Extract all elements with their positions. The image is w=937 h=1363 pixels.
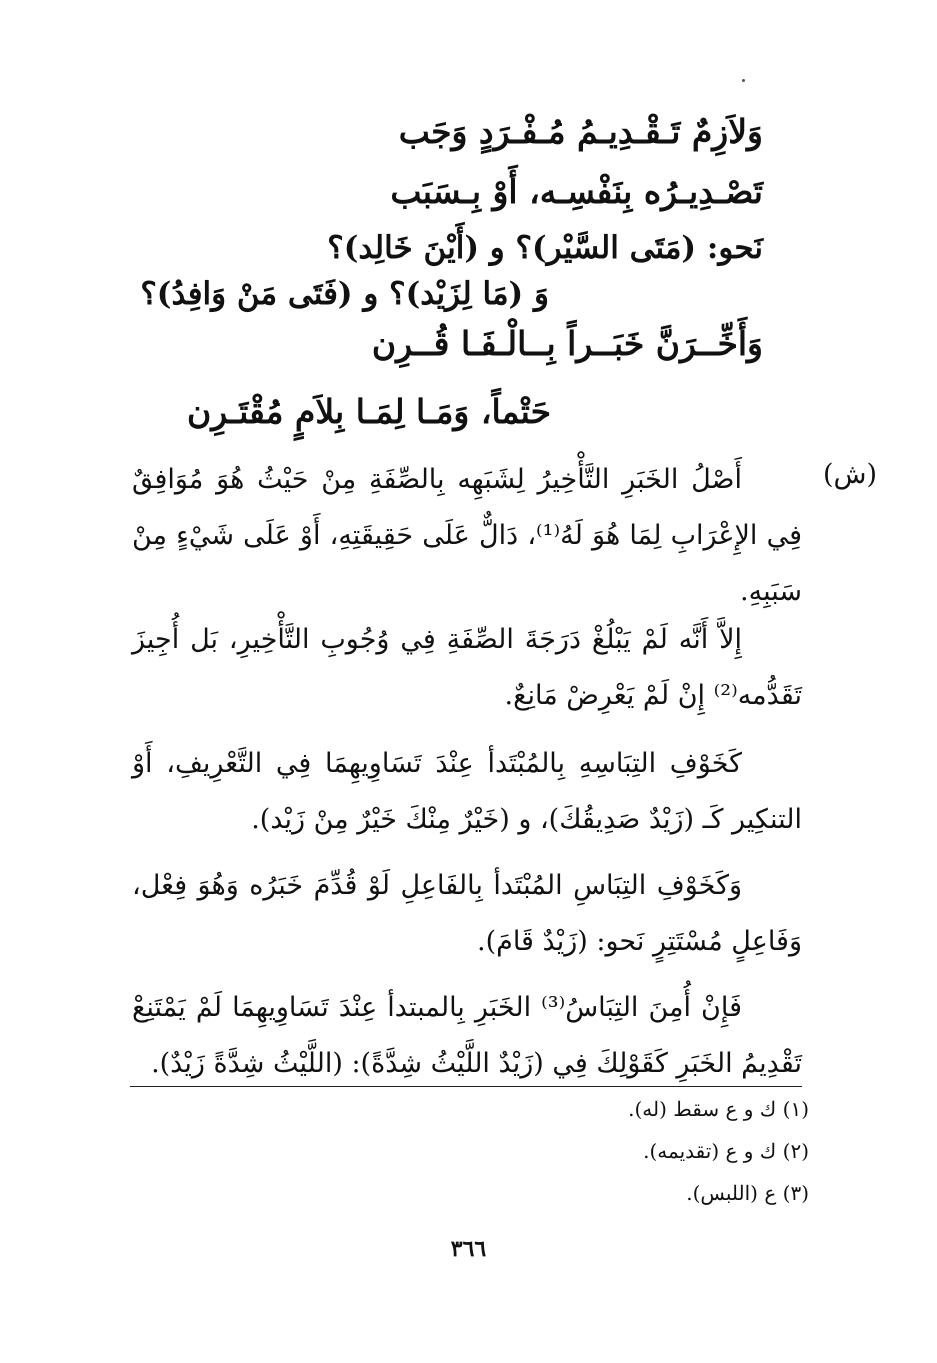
sharh-marker: (ش)	[822, 459, 877, 490]
commentary-paragraph-3-text: كَخَوْفِ التِبَاسِهِ بِالمُبْتَدأ عِنْدَ تَسَاوِيهِمَا فِي التَّعْرِيفِ، أَوْ التنكِير كَـ (زَيْدٌ صَدِيقُكَ)، و (خَيْرٌ مِنْكَ خَيْرٌ مِنْ زَيْد).	[132, 748, 802, 835]
scan-speck	[742, 79, 745, 82]
footnote-1: (١) ك و ع سقط (له).	[628, 1097, 809, 1121]
verse-line-3: نَحو: (مَتَى السَّيْر)؟ و (أَيْنَ خَالِد)؟	[327, 230, 763, 266]
commentary-paragraph-2	[132, 612, 802, 724]
page-number: ٣٦٦	[450, 1236, 487, 1262]
footnote-2: (٢) ك و ع (تقديمه).	[643, 1139, 809, 1163]
verse-line-6: حَتْماً، وَمَـا لِمَـا بِلاَمٍ مُقْتَـرِن	[186, 392, 551, 431]
commentary-paragraph-4	[132, 858, 802, 970]
verse-line-5: وَأَخِّــرَنَّ خَبَــراً بِــالْـفَـا قُــرِن	[371, 324, 763, 363]
commentary-paragraph-3	[132, 736, 802, 848]
footnote-divider	[130, 1086, 802, 1087]
commentary-paragraph-4-text: وَكَخَوْفِ التِبَاسِ المُبْتَدأ بِالفَاعِلِ لَوْ قُدِّمَ خَبَرُه وَهُوَ فِعْل، وَفَاعِلٍ مُسْتَتِرٍ نَحو: (زَيْدٌ قَامَ).	[132, 870, 802, 957]
verse-line-4: وَ (مَا لِزَيْد)؟ و (فَتَى مَنْ وَافِدُ)؟	[140, 276, 549, 312]
verse-line-2: تَصْـدِيـرُه بِنَفْسِـه، أَوْ بِـسَبَب	[390, 172, 763, 211]
commentary-paragraph-5-text: فَإِنْ أُمِنَ التِبَاسُ⁽³⁾ الخَبَرِ بِالمبتدأ عِنْدَ تَسَاوِيهِمَا لَمْ يَمْتَنِعْ تَقْدِيمُ الخَبَرِ كَقَوْلِكَ فِي (زَيْدٌ اللَّيْثُ شِدَّةً): (اللَّيْثُ شِدَّةً زَيْدٌ).	[132, 992, 802, 1079]
commentary-paragraph-2-text: إِلاَّ أَنَّه لَمْ يَبْلُغْ دَرَجَةَ الصِّفَةِ فِي وُجُوبِ التَّأْخِيرِ، بَل أُجِيزَ تَقَدُّمه⁽²⁾ إِنْ لَمْ يَعْرِضْ مَانِعٌ.	[132, 624, 802, 711]
commentary-paragraph-1-text: أَصْلُ الخَبَرِ التَّأْخِيرُ لِشَبَهِه بِالصِّفَةِ مِنْ حَيْثُ هُوَ مُوَافِقٌ فِي الإِعْرَابِ لِمَا هُوَ لَهُ⁽¹⁾، دَالٌّ عَلَى حَقِيقَتِهِ، أَوْ عَلَى شَيْءٍ مِنْ سَبَبِهِ.	[132, 464, 803, 607]
commentary-paragraph-5	[132, 980, 802, 1092]
commentary-paragraph-1	[132, 452, 802, 620]
verse-line-1: وَلاَزِمٌ تَـقْـدِيـمُ مُـفْـرَدٍ وَجَب	[398, 112, 763, 151]
footnote-3: (٣) ع (اللبس).	[686, 1181, 809, 1205]
